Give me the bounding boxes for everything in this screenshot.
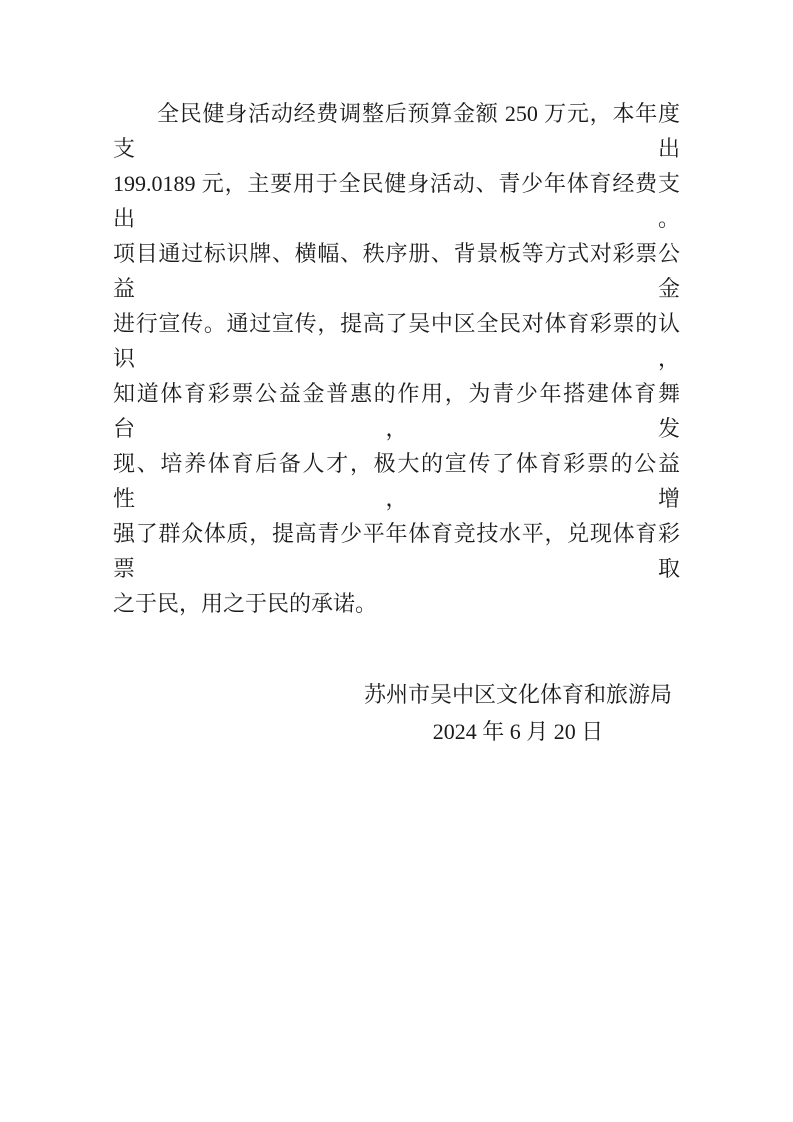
paragraph-line: 全民健身活动经费调整后预算金额 250 万元，本年度支出 — [113, 101, 680, 161]
signature-inner — [364, 676, 672, 750]
paragraph-line: 知道体育彩票公益金普惠的作用，为青少年搭建体育舞台，发 — [113, 381, 680, 441]
paragraph-line: 现、培养体育后备人才，极大的宣传了体育彩票的公益性，增 — [113, 451, 680, 511]
signature-organization: 苏州市吴中区文化体育和旅游局 — [363, 682, 672, 707]
body-paragraph — [113, 96, 680, 621]
paragraph-line: 进行宣传。通过宣传，提高了吴中区全民对体育彩票的认识， — [113, 311, 680, 371]
signature-block — [113, 676, 680, 750]
signature-date: 2024 年 6 月 20 日 — [432, 719, 604, 744]
document-body — [113, 96, 680, 750]
paragraph-line: 199.0189 元，主要用于全民健身活动、青少年体育经费支出。 — [113, 171, 680, 231]
paragraph-line: 之于民，用之于民的承诺。 — [113, 591, 378, 616]
paragraph-line: 强了群众体质，提高青少平年体育竞技水平，兑现体育彩票取 — [113, 521, 680, 581]
paragraph-line: 项目通过标识牌、横幅、秩序册、背景板等方式对彩票公益金 — [113, 241, 680, 301]
